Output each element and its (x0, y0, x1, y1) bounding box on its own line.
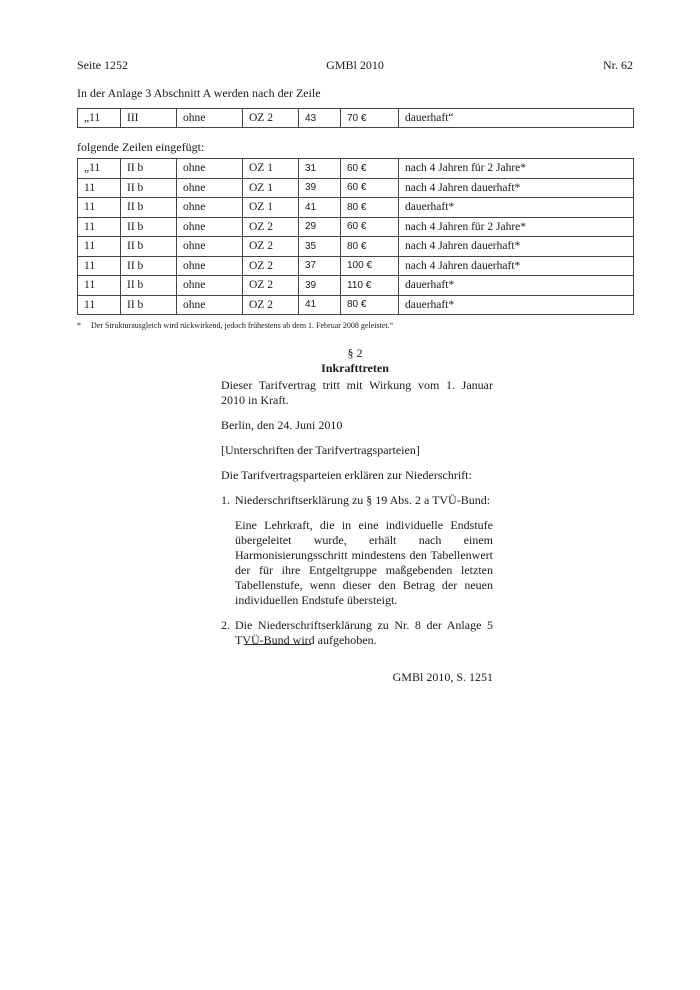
table-cell: 70 € (341, 109, 399, 128)
list-number: 2. (221, 618, 230, 632)
table-cell: 60 € (341, 159, 399, 179)
table-cell: 11 (78, 256, 121, 276)
table-cell: II b (121, 276, 177, 296)
list-text: Niederschriftserklärung zu § 19 Abs. 2 a TVÜ-Bund: (235, 493, 491, 507)
table-cell: II b (121, 295, 177, 315)
signatures-note: [Unterschriften der Tarifvertragsparteien] (221, 443, 420, 457)
table-row (78, 198, 634, 218)
table-cell: ohne (177, 109, 243, 128)
table-cell: ohne (177, 198, 243, 218)
table-cell: „11 (78, 159, 121, 179)
table-cell: 60 € (341, 217, 399, 237)
table-cell: 31 (299, 159, 341, 179)
intro-text: In der Anlage 3 Abschnitt A werden nach der Zeile (77, 86, 321, 100)
table-cell: 37 (299, 256, 341, 276)
table-cell: OZ 2 (243, 256, 299, 276)
table-cell: ohne (177, 256, 243, 276)
table-cell: 60 € (341, 178, 399, 198)
page-header (77, 58, 633, 74)
table-cell: 11 (78, 178, 121, 198)
table-cell: III (121, 109, 177, 128)
table-cell: OZ 2 (243, 237, 299, 257)
table-row (78, 178, 634, 198)
table-cell: 11 (78, 295, 121, 315)
table-cell: ohne (177, 159, 243, 179)
table-cell: 41 (299, 295, 341, 315)
table-cell: II b (121, 256, 177, 276)
table-cell: 29 (299, 217, 341, 237)
list-text: Die Niederschriftserklärung zu Nr. 8 der Anlage 5 TVÜ-Bund wird aufgehoben. (235, 618, 493, 647)
table-cell: 80 € (341, 295, 399, 315)
publication-title: GMBl 2010 (326, 58, 384, 72)
source-reference: GMBl 2010, S. 1251 (392, 670, 493, 684)
table-row (78, 276, 634, 296)
table-cell: 11 (78, 237, 121, 257)
place-date: Berlin, den 24. Juni 2010 (221, 418, 343, 432)
table-row (78, 237, 634, 257)
page-number: Seite 1252 (77, 58, 128, 72)
footnote-mark: * (77, 321, 81, 330)
table-cell: 80 € (341, 198, 399, 218)
table-cell: dauerhaft* (399, 276, 634, 296)
table-row (78, 217, 634, 237)
table-cell: dauerhaft“ (399, 109, 634, 128)
table-cell: 39 (299, 276, 341, 296)
existing-row-table (77, 108, 634, 128)
table-cell: nach 4 Jahren für 2 Jahre* (399, 217, 634, 237)
table-cell: ohne (177, 217, 243, 237)
section-title: Inkrafttreten (321, 361, 389, 375)
table-cell: nach 4 Jahren dauerhaft* (399, 237, 634, 257)
table-cell: 41 (299, 198, 341, 218)
middle-text: folgende Zeilen eingefügt: (77, 140, 205, 154)
table-cell: OZ 1 (243, 159, 299, 179)
table-cell: 100 € (341, 256, 399, 276)
footnote-text: Der Strukturausgleich wird rückwirkend, jedoch frühestens ab dem 1. Februar 2008 geleistet.“ (91, 321, 394, 330)
section-body (221, 378, 493, 685)
table-cell: ohne (177, 295, 243, 315)
table-cell: OZ 1 (243, 198, 299, 218)
footnote (77, 321, 393, 330)
table-cell: nach 4 Jahren dauerhaft* (399, 256, 634, 276)
table-cell: 11 (78, 198, 121, 218)
table-cell: II b (121, 217, 177, 237)
table-cell: OZ 2 (243, 109, 299, 128)
table-row (78, 295, 634, 315)
declaration-intro: Die Tarifvertragsparteien erklären zur Niederschrift: (221, 468, 472, 482)
table-cell: dauerhaft* (399, 295, 634, 315)
table-cell: ohne (177, 237, 243, 257)
table-cell: 110 € (341, 276, 399, 296)
table-row (78, 109, 634, 128)
table-cell: 35 (299, 237, 341, 257)
table-cell: ohne (177, 276, 243, 296)
table-cell: dauerhaft* (399, 198, 634, 218)
section-number: § 2 (347, 346, 363, 360)
table-cell: OZ 2 (243, 276, 299, 296)
table-cell: „11 (78, 109, 121, 128)
inserted-rows-table (77, 158, 634, 315)
table-cell: nach 4 Jahren dauerhaft* (399, 178, 634, 198)
table-cell: 39 (299, 178, 341, 198)
closing-rule (244, 644, 311, 645)
table-cell: 80 € (341, 237, 399, 257)
table-cell: 43 (299, 109, 341, 128)
table-cell: 11 (78, 276, 121, 296)
table-cell: II b (121, 178, 177, 198)
table-cell: II b (121, 159, 177, 179)
section-heading (77, 346, 633, 376)
list-number: 1. (221, 493, 230, 507)
table-cell: II b (121, 237, 177, 257)
list-item-body: Eine Lehrkraft, die in eine individuelle Endstufe übergeleitet wurde, erhält nach einem Harmonisierungsschritt mindestens den Tabellenwert der für ihre Entgeltgruppe maßgebenden letzten Tabellenstufe, wenn dieser den Betrag der neuen individuellen Endstufe übersteigt. (235, 518, 493, 607)
effective-date-paragraph: Dieser Tarifvertrag tritt mit Wirkung vom 1. Januar 2010 in Kraft. (221, 378, 493, 407)
table-cell: 11 (78, 217, 121, 237)
table-cell: nach 4 Jahren für 2 Jahre* (399, 159, 634, 179)
table-cell: OZ 2 (243, 295, 299, 315)
list-item (221, 493, 493, 508)
table-cell: ohne (177, 178, 243, 198)
table-row (78, 159, 634, 179)
issue-number: Nr. 62 (603, 58, 633, 72)
table-cell: II b (121, 198, 177, 218)
table-cell: OZ 1 (243, 178, 299, 198)
table-row (78, 256, 634, 276)
table-cell: OZ 2 (243, 217, 299, 237)
